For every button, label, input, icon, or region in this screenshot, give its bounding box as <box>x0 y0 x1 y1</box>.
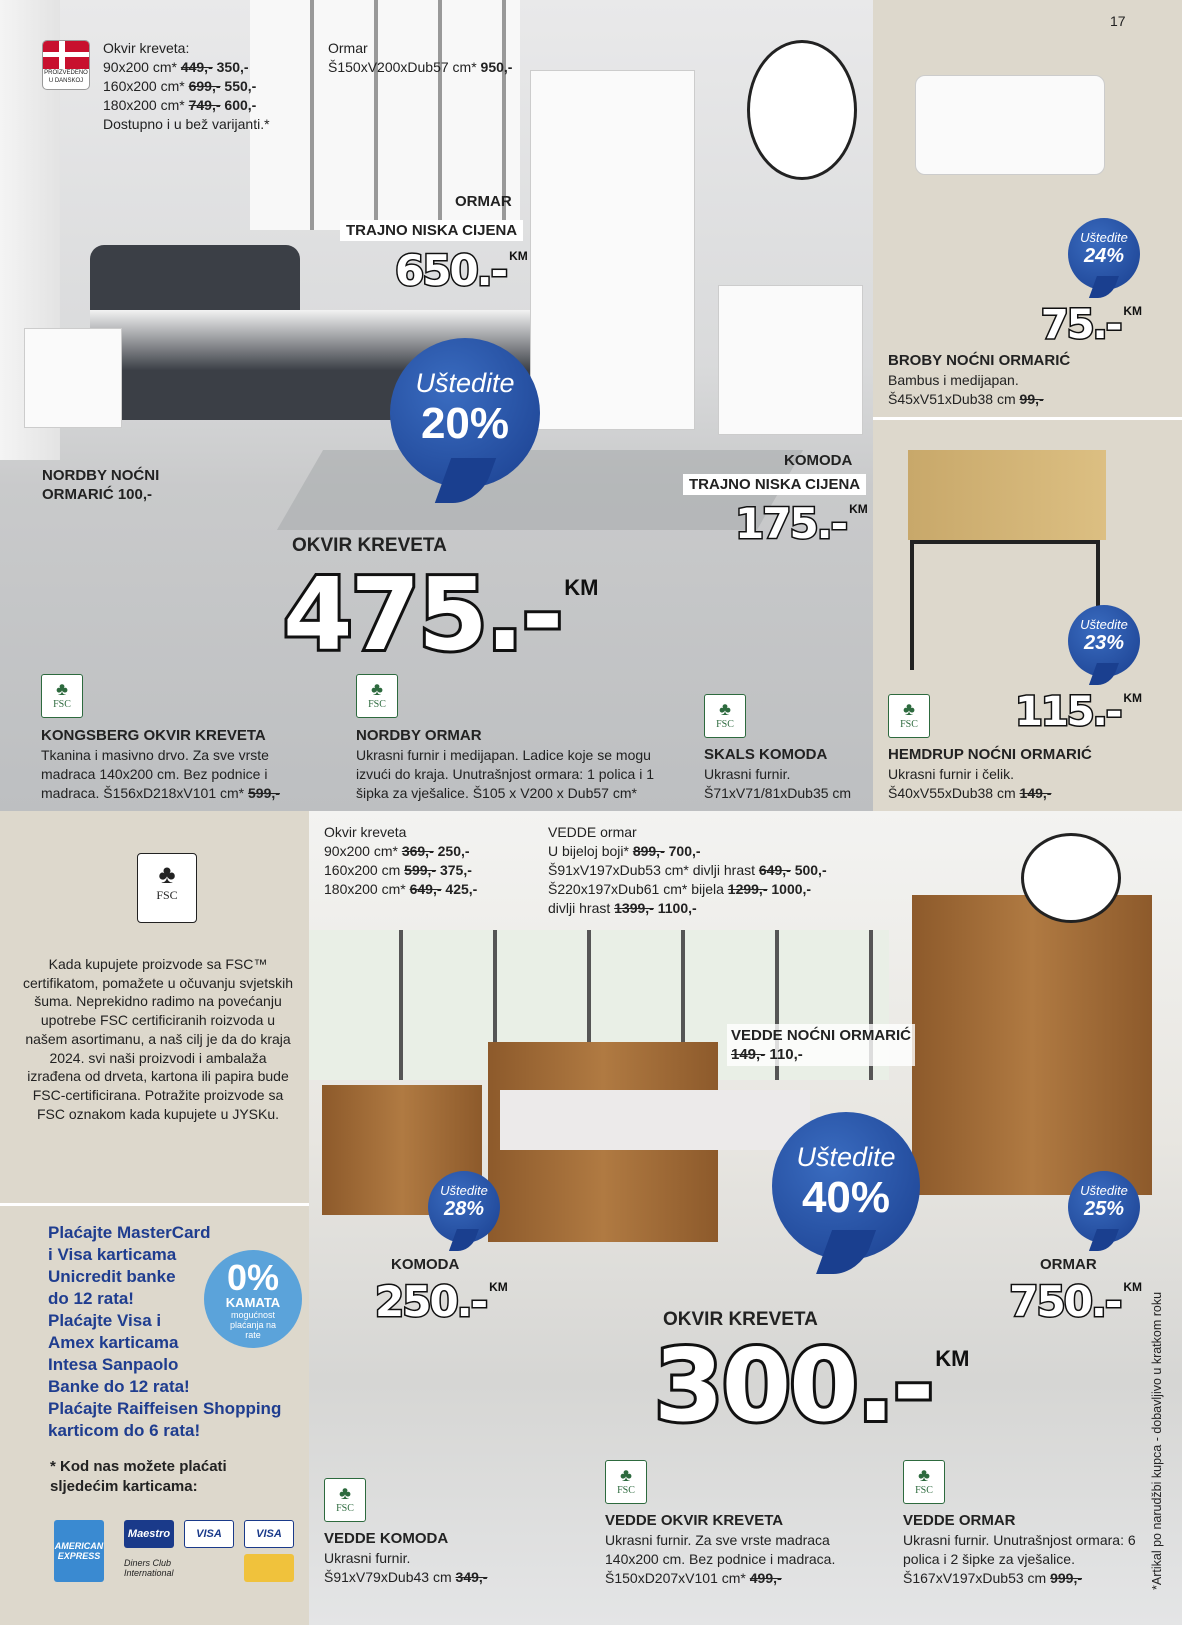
variant: Š220x197xDub61 cm* bijela <box>548 881 724 897</box>
badge-text: PROIZVEDENO U DANSKOJ <box>44 70 88 84</box>
product-desc: Bambus i medijapan. <box>888 372 1019 388</box>
made-in-denmark-badge <box>42 40 90 90</box>
card-logos <box>54 1520 298 1582</box>
vedde-wardrobe-image <box>912 895 1152 1195</box>
side-note: *Artikal po narudžbi kupca - dobavljivo u kratkom roku <box>1150 1291 1164 1590</box>
bed-price: 300.- <box>654 1327 933 1444</box>
product-desc: Ukrasni furnir. Š71xV71/81xDub35 cm <box>704 766 852 801</box>
broby-price-group <box>1040 302 1142 348</box>
product-desc: Ukrasni furnir. Unutrašnjost ormara: 6 polica i 2 šipke za vješalice. <box>903 1532 1136 1567</box>
nordby-nightstand-label: NORDBY NOĆNI ORMARIĆ 100,- <box>42 467 160 503</box>
currency: KM <box>489 1280 508 1294</box>
old-price: 899,- <box>632 843 665 859</box>
product-name: NORDBY ORMAR <box>356 727 482 744</box>
bedding <box>500 1090 810 1150</box>
currency: KM <box>564 575 599 600</box>
dims: Š150xD207xV101 cm* <box>605 1570 746 1586</box>
new-price: 250,- <box>437 843 470 859</box>
dims: Š167xV197xDub53 cm <box>903 1570 1047 1586</box>
payment-line: karticom do 6 rata! <box>48 1421 201 1440</box>
old-price: 599,- <box>404 862 437 878</box>
wardrobe-image <box>530 70 695 430</box>
fsc-text: FSC <box>156 888 178 902</box>
discount-bubble <box>1068 605 1140 677</box>
wardrobe-interior-inset <box>1021 833 1121 923</box>
bubble-percent: 20% <box>420 399 510 448</box>
komoda-price-group <box>735 499 868 548</box>
product-name: SKALS KOMODA <box>704 746 828 763</box>
currency: KM <box>1123 1280 1142 1294</box>
bed-price-list <box>103 39 270 134</box>
discount-bubble <box>1068 1171 1140 1243</box>
bubble-percent: 23% <box>1083 632 1125 654</box>
product-kongsberg <box>41 726 291 803</box>
currency: KM <box>509 249 528 263</box>
fsc-text: FSC <box>617 1485 635 1496</box>
old-price: 499,- <box>749 1570 782 1586</box>
wardrobe-price-info <box>328 39 512 77</box>
size: 90x200 cm* <box>103 59 177 75</box>
discount-bubble <box>428 1171 500 1243</box>
page-number: 17 <box>1110 13 1126 29</box>
komoda-tag: TRAJNO NISKA CIJENA <box>683 474 866 495</box>
product-desc: Ukrasni furnir i medijapan. Ladice koje se mogu izvući do kraja. Unutrašnjost ormara: 1 polica i 1 šipka za vješalice. Š105 x V200 x Dub57 cm* <box>356 747 655 801</box>
visa-electron-logo: VISA <box>244 1520 294 1548</box>
ormar-price-group <box>1009 1277 1142 1326</box>
ormar-price: 650.- <box>395 246 507 295</box>
old-price: 1299,- <box>727 881 768 897</box>
title: Okvir kreveta <box>324 824 407 840</box>
product-broby <box>888 351 1070 409</box>
diners-logo: Diners Club International <box>124 1558 174 1578</box>
fsc-text: FSC <box>368 699 386 710</box>
visa-logo: VISA <box>184 1520 234 1548</box>
hemdrup-price: 115.- <box>1015 689 1121 735</box>
payment-line: Amex karticama <box>48 1333 179 1352</box>
dresser-image <box>718 285 863 435</box>
fsc-text: FSC <box>336 1503 354 1514</box>
discount-bubble <box>772 1112 920 1260</box>
fsc-logo: ♣ FSC <box>356 674 398 718</box>
product-skals <box>704 745 864 803</box>
bubble-percent: 24% <box>1083 245 1125 267</box>
variant: divlji hrast <box>548 900 611 916</box>
old-price: 349,- <box>455 1569 488 1585</box>
vedde-bed-price-list <box>324 823 477 899</box>
currency: KM <box>935 1346 970 1371</box>
payment-line: i Visa karticama <box>48 1245 177 1264</box>
new-price: 350,- <box>216 59 249 75</box>
old-price: 649,- <box>409 881 442 897</box>
product-desc: Tkanina i masivno drvo. Za sve vrste madraca 140x200 cm. Bez podnice i madraca. Š156xD218xV101 cm* <box>41 747 269 801</box>
payment-line: Plaćajte Visa i <box>48 1311 162 1330</box>
fsc-logo: ♣ FSC <box>903 1460 945 1504</box>
product-name: BROBY NOĆNI ORMARIĆ <box>888 352 1071 369</box>
dims: Š40xV55xDub38 cm <box>888 785 1016 801</box>
old-price: 149,- <box>731 1046 766 1063</box>
cards-note: * Kod nas možete plaćati sljedećim karticama: <box>50 1458 227 1495</box>
wardrobe-interior-inset <box>747 40 857 180</box>
ormar-label: ORMAR <box>455 193 512 210</box>
product-desc: Ukrasni furnir. <box>324 1550 411 1566</box>
product-name: VEDDE ORMAR <box>903 1512 1016 1529</box>
bubble-percent: 40% <box>801 1173 891 1222</box>
product-desc: Ukrasni furnir. Za sve vrste madraca 140x200 cm. Bez podnice i madraca. <box>605 1532 836 1567</box>
fsc-logo: ♣ FSC <box>888 694 930 738</box>
bubble-text: Uštedite <box>1080 230 1128 245</box>
payment-line: Unicredit banke <box>48 1267 176 1286</box>
fsc-logo: ♣ FSC <box>605 1460 647 1504</box>
bubble-percent: 28% <box>443 1198 485 1220</box>
divider <box>873 417 1182 420</box>
product-vedde-komoda <box>324 1529 574 1587</box>
bed-price-group <box>654 1327 970 1444</box>
size: 160x200 cm <box>324 862 401 878</box>
komoda-label: KOMODA <box>784 452 853 469</box>
amex-logo: AMERICAN EXPRESS <box>54 1520 104 1582</box>
bubble-text: Uštedite <box>796 1142 896 1172</box>
old-price: 649,- <box>758 862 791 878</box>
new-price: 375,- <box>439 862 472 878</box>
currency: KM <box>849 502 868 516</box>
bubble-percent: 0% <box>226 1257 280 1298</box>
fsc-logo: ♣ FSC <box>41 674 83 718</box>
discount-bubble <box>1068 218 1140 290</box>
fsc-text: FSC <box>900 719 918 730</box>
product-name: HEMDRUP NOĆNI ORMARIĆ <box>888 746 1092 763</box>
vedde-wardrobe-price-list <box>548 823 827 918</box>
dims: Š45xV51xDub38 cm <box>888 391 1016 407</box>
variant: U bijeloj boji* <box>548 843 629 859</box>
bubble-text: Uštedite <box>440 1183 488 1198</box>
payment-line: Intesa Sanpaolo <box>48 1355 179 1374</box>
old-price: 999,- <box>1050 1570 1083 1586</box>
bed-label: OKVIR KREVETA <box>663 1309 818 1330</box>
variant: Š91xV197xDub53 cm* divlji hrast <box>548 862 755 878</box>
size: 160x200 cm* <box>103 78 185 94</box>
old-price: 449,- <box>180 59 213 75</box>
hemdrup-nightstand-image <box>908 450 1106 540</box>
price: 950,- <box>480 59 513 75</box>
bubble-label: KAMATA <box>225 1295 281 1310</box>
title: VEDDE ormar <box>548 824 637 840</box>
size: 90x200 cm* <box>324 843 398 859</box>
title: Ormar <box>328 40 368 56</box>
payment-line: do 12 rata! <box>48 1289 134 1308</box>
product-desc: Ukrasni furnir i čelik. <box>888 766 1015 782</box>
new-price: 425,- <box>445 881 478 897</box>
old-price: 369,- <box>401 843 434 859</box>
maestro-logo: Maestro <box>124 1520 174 1548</box>
size: 180x200 cm* <box>324 881 406 897</box>
fsc-info-text: Kada kupujete proizvode sa FSC™ certifikatom, pomažete u očuvanju svjetskih šuma. Neprekidno radimo na povećanju upotrebe FSC certificiranih roizvoda u našem asortimanu, a naš cilj je da do kraja 2024. svi naši proizvodi i ambalaža izrađena od drveta, kartona ili papira bude FSC-certificirana. Potražite proizvode sa FSC oznakom kada kupujete u JYSKu. <box>22 956 293 1122</box>
fsc-text: FSC <box>53 699 71 710</box>
bubble-sub: mogućnost plaćanja na rate <box>229 1310 277 1340</box>
komoda-label: KOMODA <box>391 1256 460 1273</box>
payment-line: Plaćajte Raiffeisen Shopping <box>48 1399 282 1418</box>
bubble-percent: 25% <box>1083 1198 1125 1220</box>
new-price: 600,- <box>224 97 257 113</box>
bubble-text: Uštedite <box>1080 617 1128 632</box>
new-price: 500,- <box>794 862 827 878</box>
broby-nightstand-image <box>915 75 1105 175</box>
dims: Š91xV79xDub43 cm <box>324 1569 452 1585</box>
hemdrup-price-group <box>1015 689 1142 735</box>
bed-label: OKVIR KREVETA <box>292 535 447 556</box>
bubble-text: Uštedite <box>415 368 515 398</box>
product-nordby-ormar <box>356 726 666 803</box>
new-price: 110,- <box>769 1046 803 1063</box>
nightstand-image <box>24 328 122 428</box>
tree-icon: ♣ <box>158 859 176 889</box>
note: Dostupno i u bež varijanti.* <box>103 116 270 132</box>
size: 180x200 cm* <box>103 97 185 113</box>
product-name: VEDDE OKVIR KREVETA <box>605 1512 784 1529</box>
fsc-large-logo <box>137 853 197 923</box>
label: VEDDE NOĆNI ORMARIĆ <box>731 1027 912 1044</box>
fsc-text: FSC <box>716 719 734 730</box>
zero-interest-bubble <box>204 1250 302 1348</box>
bed-price-group <box>283 556 599 673</box>
new-price: 1000,- <box>771 881 812 897</box>
discount-bubble <box>390 338 540 488</box>
vedde-nightstand-label <box>727 1024 915 1066</box>
payment-line: Banke do 12 rata! <box>48 1377 190 1396</box>
product-name: KONGSBERG OKVIR KREVETA <box>41 727 266 744</box>
old-price: 149,- <box>1019 785 1052 801</box>
currency: KM <box>1123 304 1142 318</box>
broby-price: 75.- <box>1040 302 1121 348</box>
old-price: 699,- <box>188 78 221 94</box>
ormar-label: ORMAR <box>1040 1256 1097 1273</box>
fsc-logo: ♣ FSC <box>704 694 746 738</box>
old-price: 599,- <box>248 785 280 801</box>
dims: Š150xV200xDub57 cm* <box>328 59 477 75</box>
product-name: VEDDE KOMODA <box>324 1530 449 1547</box>
fsc-text: FSC <box>915 1485 933 1496</box>
old-price: 1399,- <box>614 900 654 916</box>
bubble-text: Uštedite <box>1080 1183 1128 1198</box>
old-price: 99,- <box>1019 391 1044 407</box>
ormar-price: 750.- <box>1009 1277 1121 1326</box>
new-price: 1100,- <box>657 900 697 916</box>
komoda-price: 250.- <box>375 1277 487 1326</box>
fsc-logo: ♣ FSC <box>324 1478 366 1522</box>
komoda-price-group <box>375 1277 508 1326</box>
bed-info-title: Okvir kreveta: <box>103 40 190 56</box>
ormar-price-group <box>395 246 528 295</box>
left-column <box>0 811 309 1625</box>
product-vedde-bed <box>605 1511 860 1588</box>
card-logo <box>244 1554 294 1582</box>
product-vedde-ormar <box>903 1511 1138 1588</box>
new-price: 700,- <box>668 843 701 859</box>
divider <box>0 1203 309 1206</box>
product-hemdrup <box>888 745 1092 803</box>
old-price: 749,- <box>188 97 221 113</box>
currency: KM <box>1123 691 1142 705</box>
bed-price: 475.- <box>283 556 562 673</box>
komoda-price: 175.- <box>735 499 847 548</box>
ormar-tag: TRAJNO NISKA CIJENA <box>340 220 523 241</box>
payment-line: Plaćajte MasterCard <box>48 1223 211 1242</box>
new-price: 550,- <box>224 78 257 94</box>
